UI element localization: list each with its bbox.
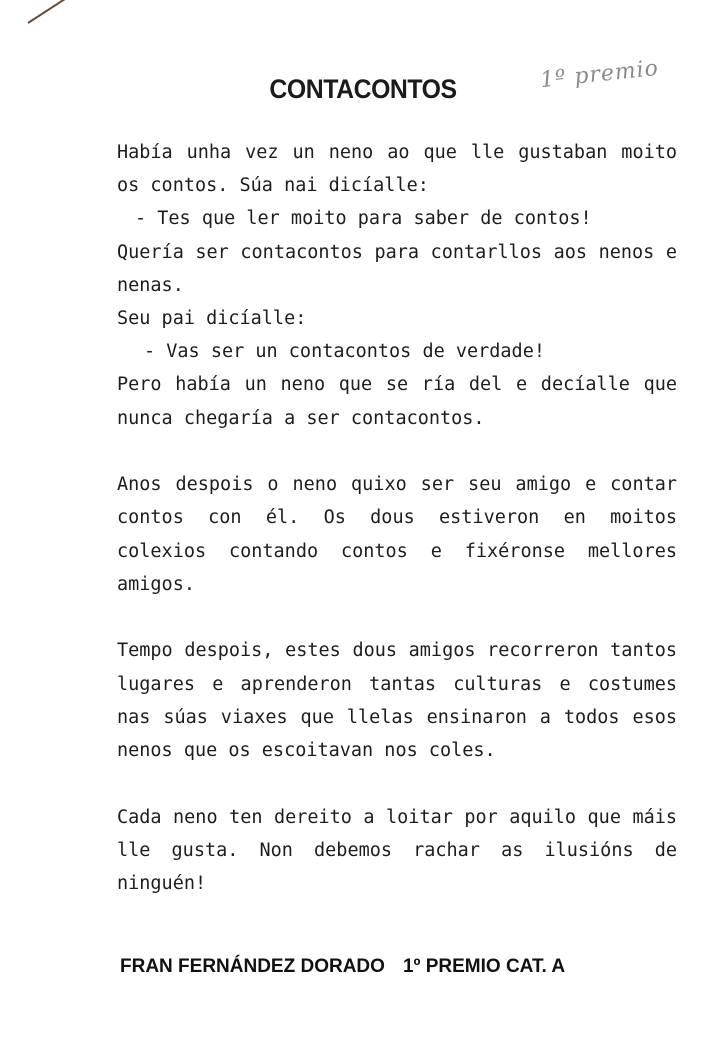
award-label: 1º PREMIO CAT. A <box>402 956 566 977</box>
story-line: Seu pai dicíalle: <box>117 307 307 329</box>
dialogue-line: - Tes que ler moito para saber de contos! <box>135 208 592 230</box>
story-line: ninguén! <box>117 873 207 895</box>
story-body <box>117 136 677 900</box>
handwritten-note: 1º premio <box>539 55 661 94</box>
story-line: nas súas viaxes que llelas ensinaron a todos esos <box>117 706 677 728</box>
story-line: Tempo despois, estes dous amigos recorreron tantos <box>117 640 677 662</box>
story-line: contos con él. Os dous estiveron en moitos <box>117 507 677 529</box>
story-line: Anos despois o neno quixo ser seu amigo e contar <box>117 474 677 496</box>
scan-mark <box>27 0 65 24</box>
story-line: Pero había un neno que se ría del e decíalle que <box>117 374 677 396</box>
story-line: nunca chegaría a ser contacontos. <box>117 407 485 429</box>
story-line: Había unha vez un neno ao que lle gustaban moito <box>117 142 677 163</box>
author-name: FRAN FERNÁNDEZ DORADO <box>120 956 385 977</box>
story-line: nenos que os escoitavan nos coles. <box>117 740 496 761</box>
story-line: os contos. Súa nai dicíalle: <box>117 175 429 197</box>
story-line: lle gusta. Non debemos rachar as ilusións de <box>117 839 677 861</box>
story-line: Quería ser contacontos para contarllos aos nenos e <box>117 241 677 263</box>
story-line: amigos. <box>117 573 195 595</box>
story-line: lugares e aprenderon tantas culturas e costumes <box>117 673 677 695</box>
story-line: colexios contando contos e fixéronse mellores <box>117 540 677 562</box>
footer-credit <box>120 956 565 978</box>
page-title: CONTACONTOS <box>269 74 457 104</box>
story-line: Cada neno ten dereito a loitar por aquilo que máis <box>117 806 677 828</box>
story-line: nenas. <box>117 274 184 296</box>
dialogue-line: - Vas ser un contacontos de verdade! <box>144 341 545 363</box>
